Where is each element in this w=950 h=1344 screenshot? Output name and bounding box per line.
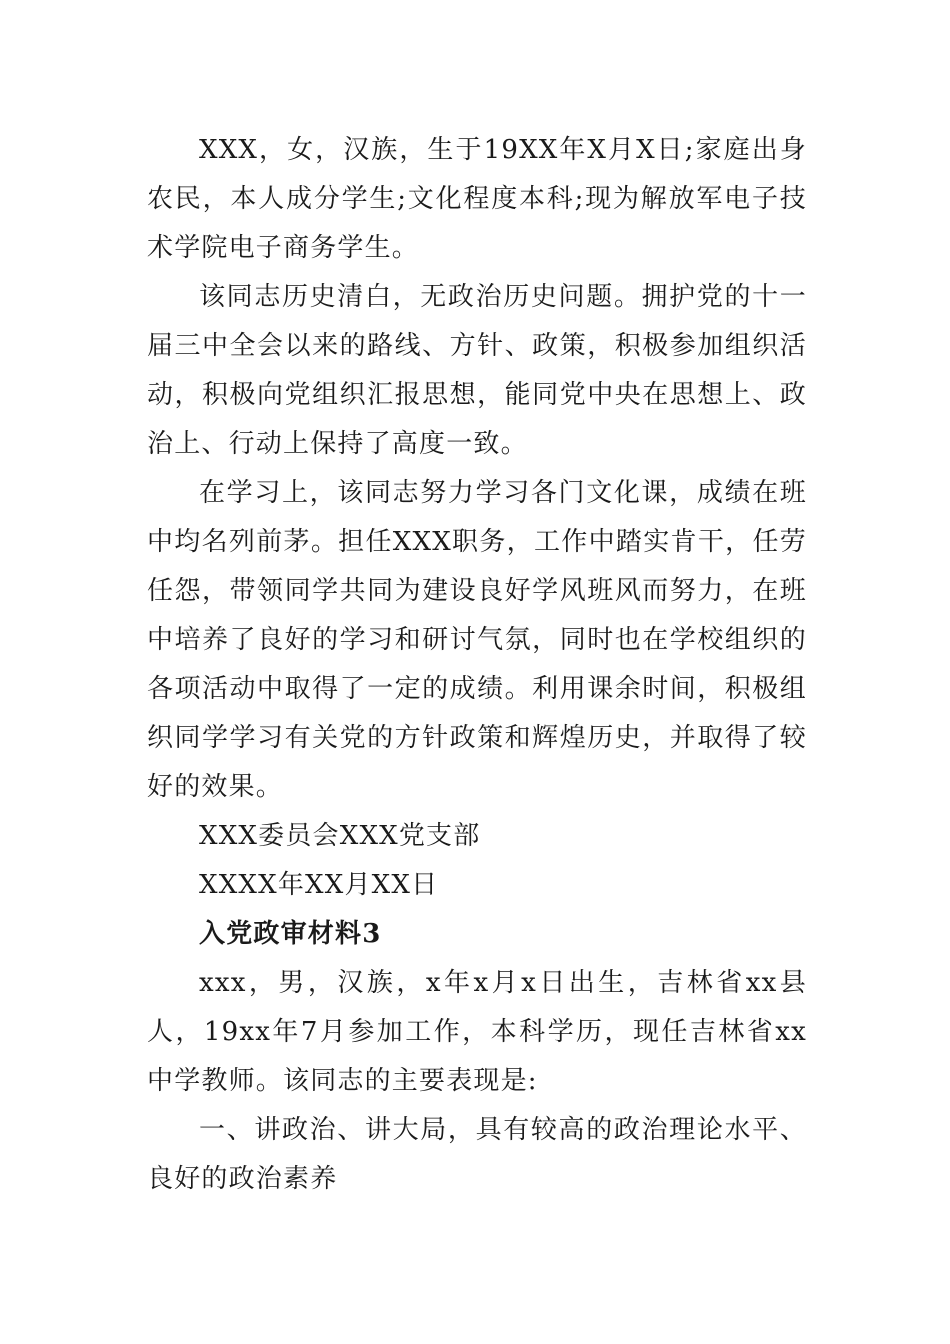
document-body xyxy=(147,126,807,1204)
section-title: 入党政审材料3 xyxy=(199,919,382,949)
paragraph-second-person-info: xxx，男，汉族，x年x月x日出生，吉林省xx县人，19xx年7月参加工作，本科学历，现任吉林省xx中学教师。该同志的主要表现是: xyxy=(147,968,807,1096)
signature-organization: XXX委员会XXX党支部 xyxy=(199,821,481,851)
paragraph-personal-info: XXX，女，汉族，生于19XX年X月X日;家庭出身农民，本人成分学生;文化程度本科;现为解放军电子技术学院电子商务学生。 xyxy=(147,135,807,263)
paragraph-study-performance: 在学习上，该同志努力学习各门文化课，成绩在班中均名列前茅。担任XXX职务，工作中踏实肯干，任劳任怨，带领同学共同为建设良好学风班风而努力，在班中培养了良好的学习和研讨气氛，同时也在学校组织的各项活动中取得了一定的成绩。利用课余时间，积极组织同学学习有关党的方针政策和辉煌历史，并取得了较好的效果。 xyxy=(147,478,807,802)
paragraph-point-one: 一、讲政治、讲大局，具有较高的政治理论水平、良好的政治素养 xyxy=(147,1115,807,1194)
paragraph-political-history: 该同志历史清白，无政治历史问题。拥护党的十一届三中全会以来的路线、方针、政策，积极参加组织活动，积极向党组织汇报思想，能同党中央在思想上、政治上、行动上保持了高度一致。 xyxy=(147,282,807,459)
signature-date: XXXX年XX月XX日 xyxy=(199,870,439,900)
